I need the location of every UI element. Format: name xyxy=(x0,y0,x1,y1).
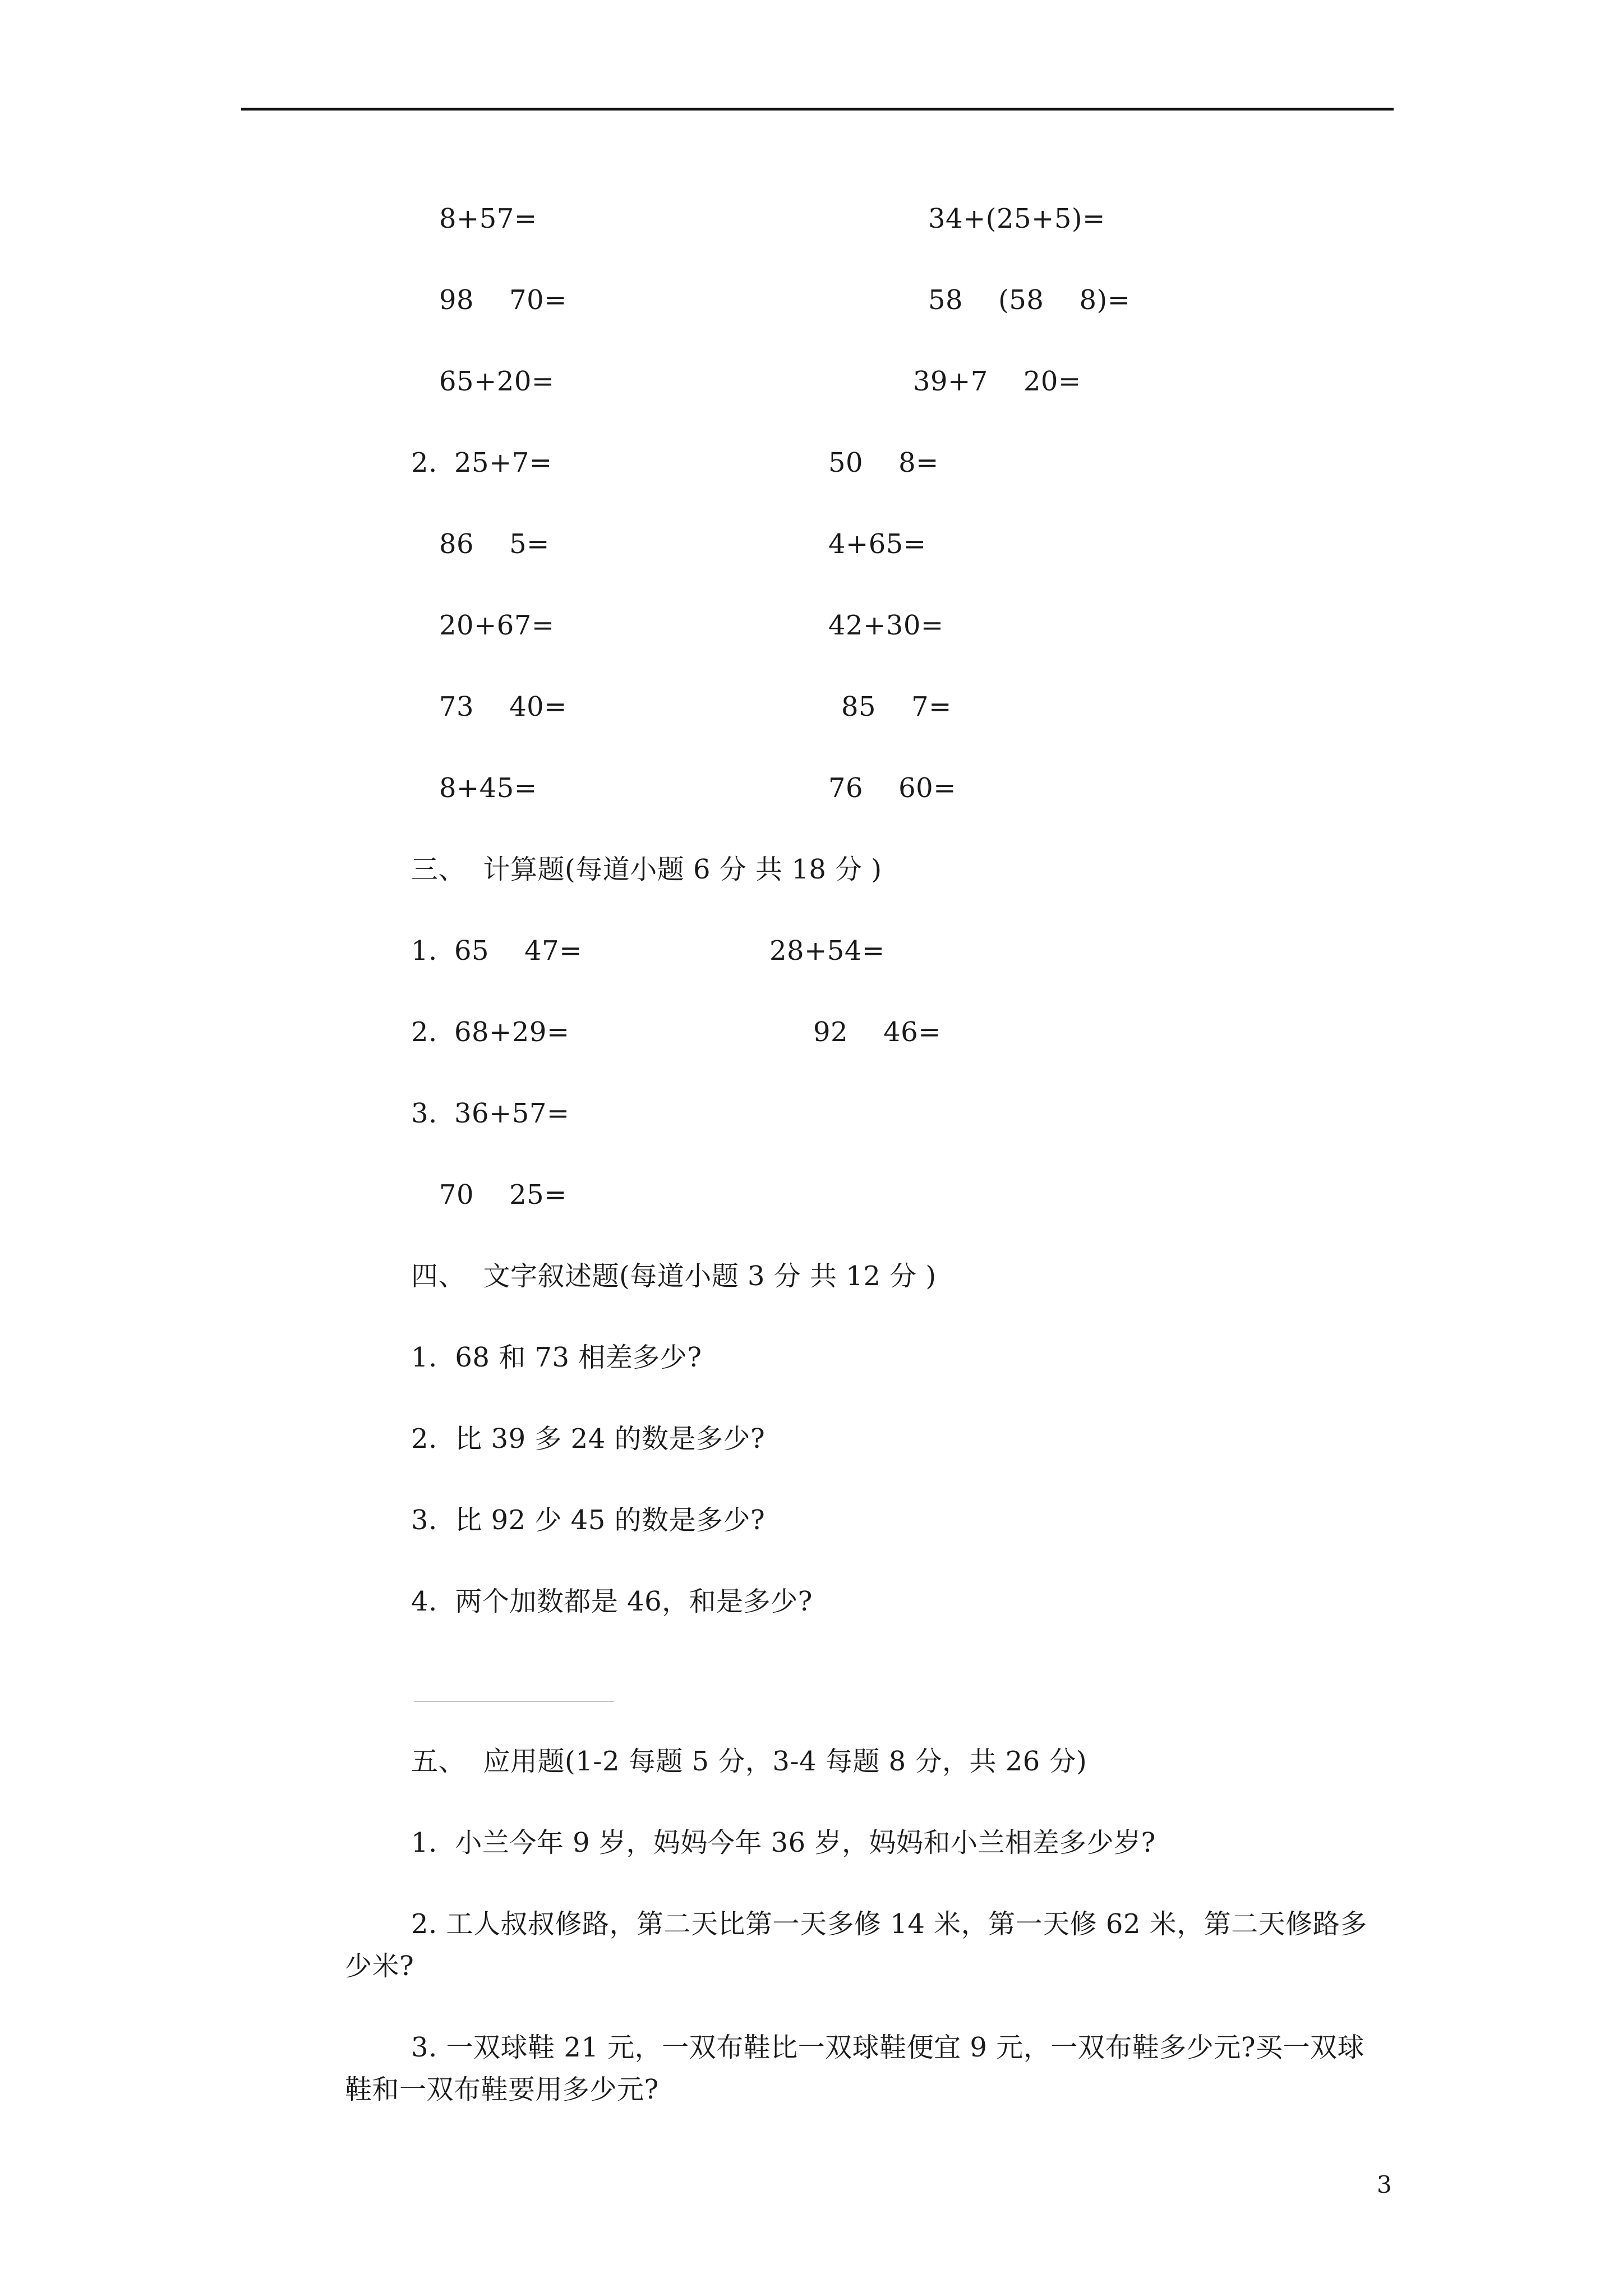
calc-item: 70 25= xyxy=(439,1179,567,1211)
word-problem: 1. 68 和 73 相差多少? xyxy=(411,1342,702,1373)
application-problem: 3. 一双球鞋 21 元，一双布鞋比一双球鞋便宜 9 元，一双布鞋多少元?买一双球 xyxy=(411,2032,1364,2063)
calc-item: 58 (58 8)= xyxy=(928,284,1131,316)
application-problem: 2. 工人叔叔修路，第二天比第一天多修 14 米，第一天修 62 米，第二天修路多 xyxy=(411,1908,1367,1940)
calc-item: 8+57= xyxy=(439,203,537,234)
calc-item: 86 5= xyxy=(439,528,550,560)
application-problem: 1. 小兰今年 9 岁，妈妈今年 36 岁，妈妈和小兰相差多少岁? xyxy=(411,1827,1156,1858)
calc-item: 65+20= xyxy=(439,366,555,397)
calc-item: 65 47= xyxy=(454,935,582,967)
question-number: 2. xyxy=(411,447,437,478)
calc-item: 42+30= xyxy=(828,610,944,641)
calc-item: 25+7= xyxy=(454,447,552,478)
word-problem: 2. 比 39 多 24 的数是多少? xyxy=(411,1423,766,1455)
calc-item: 76 60= xyxy=(828,772,956,804)
calc-item: 34+(25+5)= xyxy=(928,203,1105,234)
section-heading: 五、 应用题(1-2 每题 5 分，3-4 每题 8 分，共 26 分) xyxy=(411,1746,1087,1777)
application-problem-continued: 少米? xyxy=(345,1950,414,1982)
question-number: 3. xyxy=(411,1098,437,1129)
separator-rule xyxy=(414,1701,614,1702)
calc-item: 39+7 20= xyxy=(913,366,1081,397)
calc-item: 92 46= xyxy=(813,1016,941,1048)
word-problem: 3. 比 92 少 45 的数是多少? xyxy=(411,1504,766,1536)
calc-item: 98 70= xyxy=(439,284,567,316)
calc-item: 85 7= xyxy=(841,691,952,723)
application-problem-continued: 鞋和一双布鞋要用多少元? xyxy=(345,2074,659,2105)
calc-item: 73 40= xyxy=(439,691,567,723)
question-number: 1. xyxy=(411,935,437,967)
section-heading: 四、 文字叙述题(每道小题 3 分 共 12 分 ) xyxy=(411,1260,937,1292)
section-heading: 三、 计算题(每道小题 6 分 共 18 分 ) xyxy=(411,854,882,885)
page-number: 3 xyxy=(1377,2171,1392,2198)
question-number: 2. xyxy=(411,1016,437,1048)
calc-item: 4+65= xyxy=(828,528,926,560)
calc-item: 36+57= xyxy=(454,1098,570,1129)
header-rule xyxy=(241,108,1394,111)
word-problem: 4. 两个加数都是 46，和是多少? xyxy=(411,1586,813,1617)
calc-item: 50 8= xyxy=(828,447,939,478)
calc-item: 68+29= xyxy=(454,1016,570,1048)
calc-item: 8+45= xyxy=(439,772,537,804)
calc-item: 28+54= xyxy=(769,935,885,967)
calc-item: 20+67= xyxy=(439,610,555,641)
